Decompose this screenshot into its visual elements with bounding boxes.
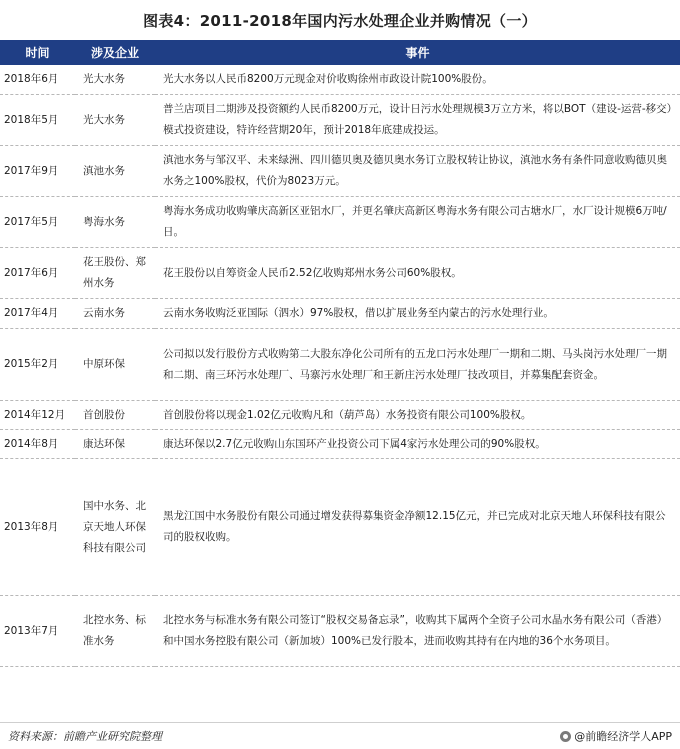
cell-time: 2017年9月 (0, 146, 75, 197)
table-row (0, 596, 680, 667)
app-credit-text: @前瞻经济学人APP (574, 730, 672, 743)
cell-company: 国中水务、北京天地人环保科技有限公司 (75, 459, 155, 596)
table-row (0, 197, 680, 248)
cell-event: 云南水务收购泛亚国际（泗水）97%股权，借以扩展业务至内蒙古的污水处理行业。 (155, 299, 680, 329)
cell-time: 2015年2月 (0, 329, 75, 401)
cell-company: 云南水务 (75, 299, 155, 329)
cell-time: 2018年5月 (0, 95, 75, 146)
cell-company: 康达环保 (75, 430, 155, 459)
cell-company: 光大水务 (75, 95, 155, 146)
cell-event: 光大水务以人民币8200万元现金对价收购徐州市政设计院100%股份。 (155, 65, 680, 95)
table-row (0, 95, 680, 146)
cell-event: 滇池水务与邹汉平、未来绿洲、四川德贝奥及德贝奥水务订立股权转让协议，滇池水务有条件同意收购德贝奥水务之100%股权，代价为8023万元。 (155, 146, 680, 197)
cell-time: 2017年6月 (0, 248, 75, 299)
cell-event: 粤海水务成功收购肇庆高新区亚铝水厂，并更名肇庆高新区粤海水务有限公司古塘水厂，水厂设计规模6万吨/日。 (155, 197, 680, 248)
cell-time: 2014年8月 (0, 430, 75, 459)
cell-company: 花王股份、郑州水务 (75, 248, 155, 299)
table-header-row (0, 40, 680, 65)
chart-title: 图表4：2011-2018年国内污水处理企业并购情况（一） (143, 12, 537, 30)
cell-time: 2013年8月 (0, 459, 75, 596)
table-row (0, 65, 680, 95)
cell-event: 北控水务与标准水务有限公司签订“股权交易备忘录”，收购其下属两个全资子公司水晶水务有限公司（香港）和中国水务控股有限公司（新加坡）100%已发行股本，进而收购其持有在内地的36个水务项目。 (155, 596, 680, 667)
cell-company: 光大水务 (75, 65, 155, 95)
cell-event: 花王股份以自筹资金人民币2.52亿收购郑州水务公司60%股权。 (155, 248, 680, 299)
app-credit (560, 728, 672, 744)
footer (0, 722, 680, 749)
cell-event: 黑龙江国中水务股份有限公司通过增发获得募集资金净额12.15亿元，并已完成对北京天地人环保科技有限公司的股权收购。 (155, 459, 680, 596)
source-note: 资料来源：前瞻产业研究院整理 (8, 730, 162, 743)
cell-event: 普兰店项目二期涉及投资额约人民币8200万元，设计日污水处理规模3万立方米，将以BOT（建设-运营-移交）模式投资建设，特许经营期20年，预计2018年底建成投运。 (155, 95, 680, 146)
cell-company: 北控水务、标准水务 (75, 596, 155, 667)
table-row (0, 430, 680, 459)
header-time: 时间 (0, 40, 75, 65)
cell-time: 2017年5月 (0, 197, 75, 248)
header-event: 事件 (155, 40, 680, 65)
cell-company: 首创股份 (75, 401, 155, 430)
cell-event: 康达环保以2.7亿元收购山东国环产业投资公司下属4家污水处理公司的90%股权。 (155, 430, 680, 459)
cell-event: 首创股份将以现金1.02亿元收购凡和（葫芦岛）水务投资有限公司100%股权。 (155, 401, 680, 430)
qianzhan-logo-icon (560, 731, 571, 742)
cell-time: 2018年6月 (0, 65, 75, 95)
cell-company: 粤海水务 (75, 197, 155, 248)
acquisition-table (0, 40, 680, 667)
table-row (0, 329, 680, 401)
cell-time: 2013年7月 (0, 596, 75, 667)
cell-time: 2014年12月 (0, 401, 75, 430)
cell-time: 2017年4月 (0, 299, 75, 329)
header-company: 涉及企业 (75, 40, 155, 65)
table-row (0, 299, 680, 329)
table-row (0, 146, 680, 197)
cell-company: 中原环保 (75, 329, 155, 401)
cell-company: 滇池水务 (75, 146, 155, 197)
table-row (0, 248, 680, 299)
table-row (0, 401, 680, 430)
cell-event: 公司拟以发行股份方式收购第二大股东净化公司所有的五龙口污水处理厂一期和二期、马头岗污水处理厂一期和二期、南三环污水处理厂、马寨污水处理厂和王新庄污水处理厂技改项目，并募集配套资金。 (155, 329, 680, 401)
table-row (0, 459, 680, 596)
